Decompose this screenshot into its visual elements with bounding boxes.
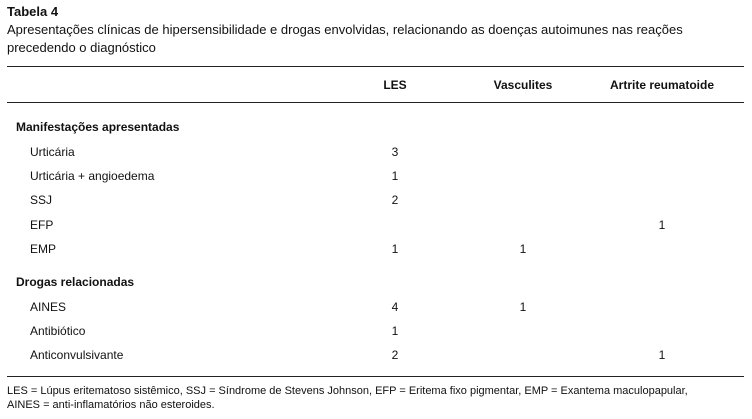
column-header-les: LES: [383, 78, 407, 92]
row-label: AINES: [30, 300, 67, 314]
cell-vasculites: 1: [519, 300, 527, 314]
row-label: SSJ: [30, 193, 53, 207]
row-label: EMP: [30, 242, 57, 256]
row-label: EFP: [30, 218, 54, 232]
top-rule: [7, 66, 744, 67]
cell-artrite: 1: [658, 348, 666, 362]
table-row: [0, 348, 752, 362]
table-row: [0, 242, 752, 256]
table-row: [0, 300, 752, 314]
column-header-vasculites: Vasculites: [493, 78, 553, 92]
table-row: [0, 145, 752, 159]
row-label: Anticonvulsivante: [30, 348, 124, 362]
footnote: LES = Lúpus eritematoso sistêmico, SSJ = Síndrome de Stevens Johnson, EFP = Eritema fixo pigmentar, EMP = Exantema maculopapular,: [7, 385, 688, 397]
table-row: [0, 193, 752, 207]
cell-vasculites: 1: [519, 242, 527, 256]
footnote: AINES = anti-inflamatórios não esteroides.: [7, 399, 215, 411]
cell-les: 4: [391, 300, 399, 314]
row-label: Urticária + angioedema: [30, 169, 155, 183]
header-rule: [7, 102, 744, 103]
cell-les: 3: [391, 145, 399, 159]
table-row: [0, 324, 752, 338]
row-label: Antibiótico: [30, 324, 86, 338]
cell-les: 2: [391, 193, 399, 207]
cell-les: 1: [391, 169, 399, 183]
bottom-rule: [7, 376, 744, 377]
cell-les: 1: [391, 324, 399, 338]
row-label: Urticária: [30, 145, 75, 159]
table-title: Tabela 4: [7, 4, 59, 19]
section-heading-manifestacoes: Manifestações apresentadas: [16, 120, 180, 134]
table-caption: Apresentações clínicas de hipersensibilidade e drogas envolvidas, relacionando as doenças autoimunes nas reações precedendo o diagnóstico: [7, 22, 683, 55]
cell-les: 1: [391, 242, 399, 256]
column-header-artrite: Artrite reumatoide: [609, 78, 715, 92]
cell-les: 2: [391, 348, 399, 362]
cell-artrite: 1: [658, 218, 666, 232]
table-row: [0, 218, 752, 232]
section-heading-drogas: Drogas relacionadas: [16, 275, 135, 289]
table-row: [0, 169, 752, 183]
